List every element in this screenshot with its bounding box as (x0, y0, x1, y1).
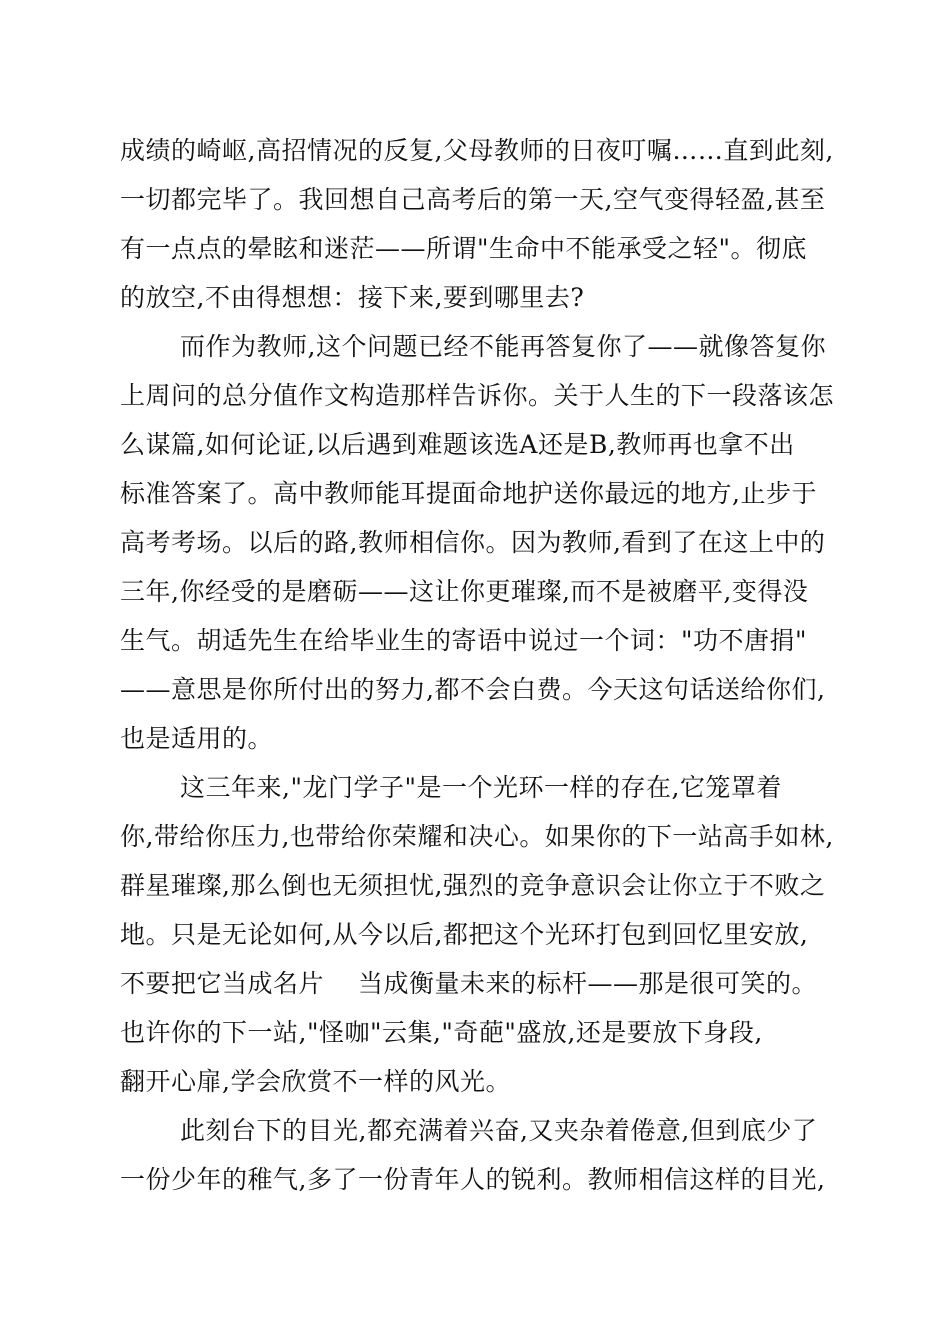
text-line: 三年,你经受的是磨砺——这让你更璀璨,而不是被磨平,变得没 (120, 577, 809, 606)
text-line: 也许你的下一站,"怪咖"云集,"奇葩"盛放,还是要放下身段, (120, 1018, 763, 1047)
text-line: 有一点点的晕眩和迷茫——所谓"生命中不能承受之轻"。彻底 (120, 234, 808, 263)
text-line: 的放空,不由得想想：接下来,要到哪里去? (120, 283, 585, 312)
paragraph-start-line: 此刻台下的目光,都充满着兴奋,又夹杂着倦意,但到底少了 (180, 1116, 818, 1145)
text-line: 地。只是无论如何,从今以后,都把这个光环打包到回忆里安放, (120, 920, 809, 949)
text-line: 群星璀璨,那么倒也无须担忧,强烈的竞争意识会让你立于不败之 (120, 871, 826, 900)
paragraph-start-line: 而作为教师,这个问题已经不能再答复你了——就像答复你 (180, 332, 826, 361)
text-line: ——意思是你所付出的努力,都不会白费。今天这句话送给你们, (120, 675, 826, 704)
text-line: 标准答案了。高中教师能耳提面命地护送你最远的地方,止步于 (120, 479, 817, 508)
text-line: 上周问的总分值作文构造那样告诉你。关于人生的下一段落该怎 (120, 381, 835, 410)
text-line: 成绩的崎岖,高招情况的反复,父母教师的日夜叮嘱……直到此刻, (120, 136, 834, 165)
text-line: 不要把它当成名片 当成衡量未来的标杆——那是很可笑的。 (120, 969, 817, 998)
text-line: 生气。胡适先生在给毕业生的寄语中说过一个词："功不唐捐" (120, 626, 808, 655)
text-line: 么谋篇,如何论证,以后遇到难题该选A还是B,教师再也拿不出 (120, 430, 795, 459)
text-line: 高考考场。以后的路,教师相信你。因为教师,看到了在这上中的 (120, 528, 826, 557)
paragraph-start-line: 这三年来,"龙门学子"是一个光环一样的存在,它笼罩着 (180, 773, 782, 802)
text-line: 你,带给你压力,也带给你荣耀和决心。如果你的下一站高手如林, (120, 822, 834, 851)
text-line: 翻开心扉,学会欣赏不一样的风光。 (120, 1067, 511, 1096)
text-line: 一份少年的稚气,多了一份青年人的锐利。教师相信这样的目光, (120, 1165, 826, 1194)
text-line: 一切都完毕了。我回想自己高考后的第一天,空气变得轻盈,甚至 (120, 185, 826, 214)
text-line: 也是适用的。 (120, 724, 274, 753)
